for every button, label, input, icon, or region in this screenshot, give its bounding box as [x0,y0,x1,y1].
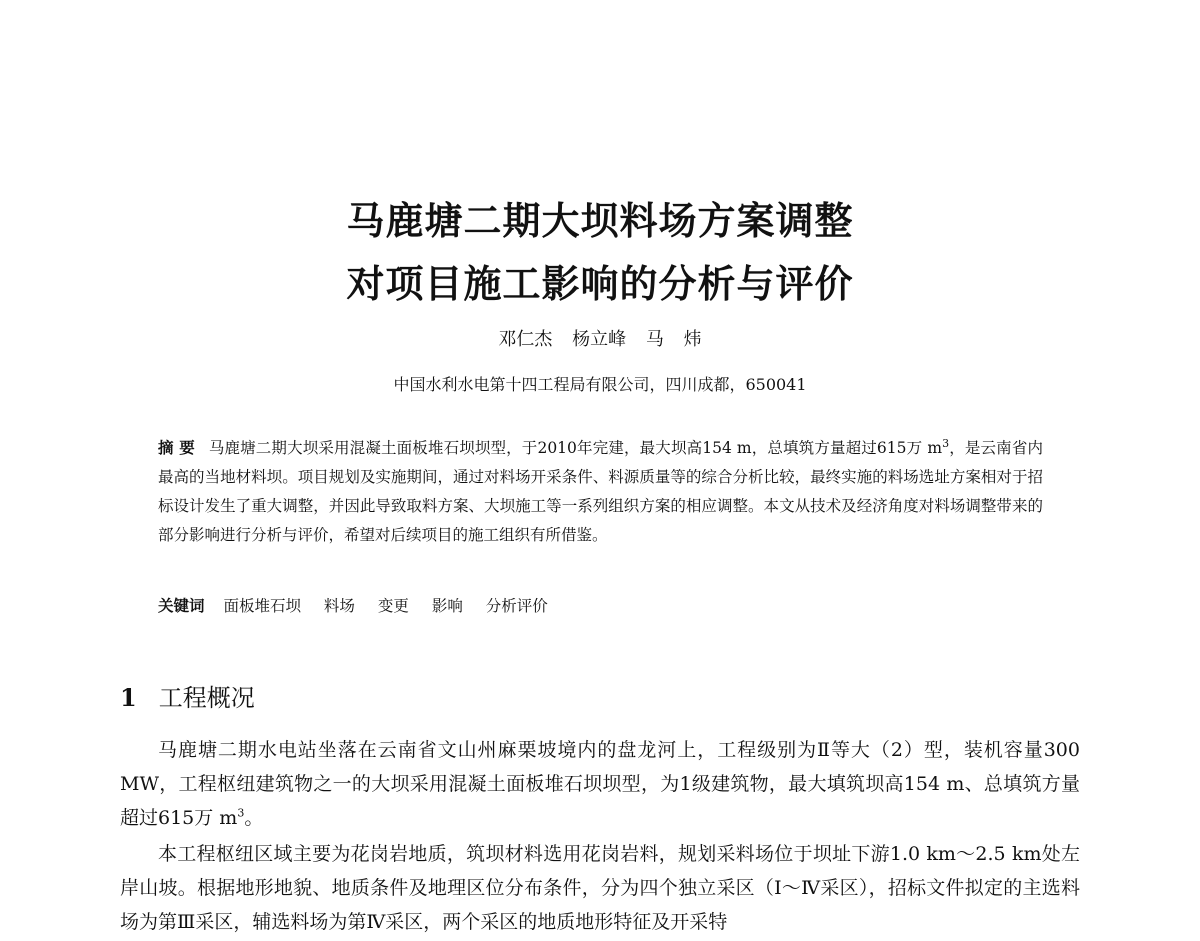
body-paragraph-2 [120,837,1080,939]
section-number: 1 [120,683,137,712]
abstract-superscript: 3 [942,436,950,450]
paragraph-1-superscript: 3 [237,806,245,820]
keyword-item: 面板堆石坝 [223,597,301,615]
section-title: 工程概况 [158,684,255,712]
paper-title-line-2: 对项目施工影响的分析与评价 [346,262,854,306]
section-heading [120,678,255,713]
paragraph-1-end: 。 [244,807,264,829]
paragraph-1-text: 马鹿塘二期水电站坐落在云南省文山州麻栗坡境内的盘龙河上，工程级别为Ⅱ等大（2）型，装机容量300 MW，工程枢纽建筑物之一的大坝采用混凝土面板堆石坝坝型，为1级建筑物，最大填筑坝高154 m、总填筑方量超过615万 m [120,739,1080,829]
keyword-item: 料场 [323,597,355,615]
abstract [158,434,1043,550]
keywords-label: 关键词 [158,597,205,615]
paper-title-line-1: 马鹿塘二期大坝料场方案调整 [346,199,854,243]
keyword-item: 变更 [377,597,409,615]
paragraph-2-text: 本工程枢纽区域主要为花岗岩地质，筑坝材料选用花岗岩料，规划采料场位于坝址下游1.0 km～2.5 km处左岸山坡。根据地形地貌、地质条件及地理区位分布条件，分为四个独立采区（Ⅰ～Ⅳ采区），招标文件拟定的主选料场为第Ⅲ采区，辅选料场为第Ⅳ采区，两个采区的地质地形特征及开采特 [120,843,1080,933]
body-paragraph-1 [120,733,1080,835]
keywords [158,594,1043,616]
authors: 邓仁杰 杨立峰 马 炜 [498,329,702,350]
abstract-label: 摘 要 [158,439,195,457]
abstract-text-2: ，是云南省内最高的当地材料坝。项目规划及实施期间，通过对料场开采条件、料源质量等的综合分析比较，最终实施的料场选址方案相对于招标设计发生了重大调整，并因此导致取料方案、大坝施工等一系列组织方案的相应调整。本文从技术及经济角度对料场调整带来的部分影响进行分析与评价，希望对后续项目的施工组织有所借鉴。 [158,439,1043,544]
keyword-item: 分析评价 [485,597,548,615]
abstract-text-1: 马鹿塘二期大坝采用混凝土面板堆石坝坝型，于2010年完建，最大坝高154 m，总填筑方量超过615万 m [208,439,943,457]
affiliation: 中国水利水电第十四工程局有限公司，四川成都，650041 [393,375,807,394]
keyword-item: 影响 [431,597,463,615]
